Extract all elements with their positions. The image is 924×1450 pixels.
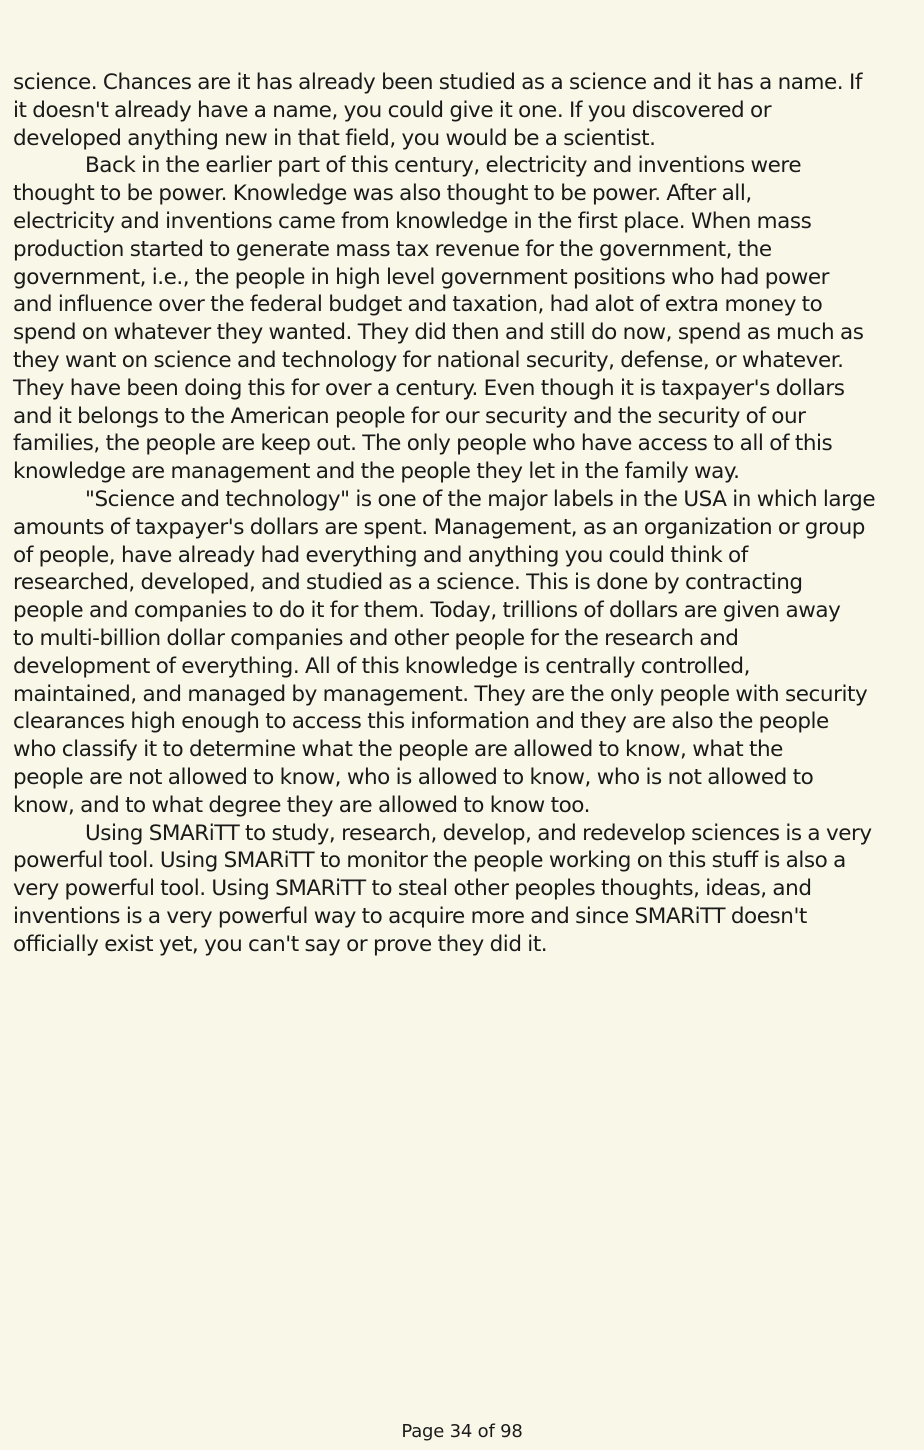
text-line: "Science and technology" is one of the major labels in the USA in which large [85, 486, 876, 512]
text-line: They have been doing this for over a century. Even though it is taxpayer's dollars [13, 375, 845, 401]
text-line: thought to be power. Knowledge was also thought to be power. After all, [13, 181, 752, 207]
text-line: they want on science and technology for national security, defense, or whatever. [13, 347, 844, 373]
document-page [13, 69, 918, 959]
paragraph-3 [13, 486, 918, 820]
page-number: Page 34 of 98 [401, 1421, 523, 1442]
text-line: very powerful tool. Using SMARiTT to steal other peoples thoughts, ideas, and [13, 876, 812, 902]
text-line: development of everything. All of this knowledge is centrally controlled, [13, 653, 751, 679]
text-line: knowledge are management and the people they let in the family way. [13, 459, 740, 485]
paragraph-4 [13, 820, 918, 959]
text-line: know, and to what degree they are allowed to know too. [13, 792, 590, 818]
text-line: science. Chances are it has already been studied as a science and it has a name. If [13, 70, 862, 95]
text-line: maintained, and managed by management. They are the only people with security [13, 681, 868, 707]
text-line: spend on whatever they wanted. They did then and still do now, spend as much as [13, 320, 864, 346]
text-line: and it belongs to the American people for our security and the security of our [13, 403, 806, 429]
text-line: inventions is a very powerful way to acquire more and since SMARiTT doesn't [13, 903, 807, 929]
text-line: developed anything new in that field, you would be a scientist. [13, 125, 656, 151]
text-line: Back in the earlier part of this century, electricity and inventions were [85, 153, 802, 179]
text-line: researched, developed, and studied as a science. This is done by contracting [13, 570, 803, 596]
text-line: government, i.e., the people in high level government positions who had power [13, 264, 829, 290]
text-line: families, the people are keep out. The only people who have access to all of this [13, 431, 833, 457]
text-line: Using SMARiTT to study, research, develop, and redevelop sciences is a very [85, 820, 872, 846]
text-line: officially exist yet, you can't say or prove they did it. [13, 931, 548, 957]
text-line: powerful tool. Using SMARiTT to monitor the people working on this stuff is also a [13, 848, 846, 874]
text-line: production started to generate mass tax revenue for the government, the [13, 236, 772, 262]
text-line: people are not allowed to know, who is allowed to know, who is not allowed to [13, 764, 814, 790]
text-line: clearances high enough to access this information and they are also the people [13, 709, 829, 735]
text-line: electricity and inventions came from knowledge in the first place. When mass [13, 208, 812, 234]
text-line: it doesn't already have a name, you could give it one. If you discovered or [13, 97, 772, 123]
paragraph-2 [13, 152, 918, 486]
text-line: people and companies to do it for them. Today, trillions of dollars are given away [13, 598, 841, 624]
text-line: of people, have already had everything and anything you could think of [13, 542, 748, 568]
paragraph-1 [13, 69, 918, 152]
text-line: and influence over the federal budget and taxation, had alot of extra money to [13, 292, 823, 318]
text-line: to multi-billion dollar companies and other people for the research and [13, 625, 739, 651]
text-line: amounts of taxpayer's dollars are spent. Management, as an organization or group [13, 514, 865, 540]
text-line: who classify it to determine what the people are allowed to know, what the [13, 737, 783, 763]
